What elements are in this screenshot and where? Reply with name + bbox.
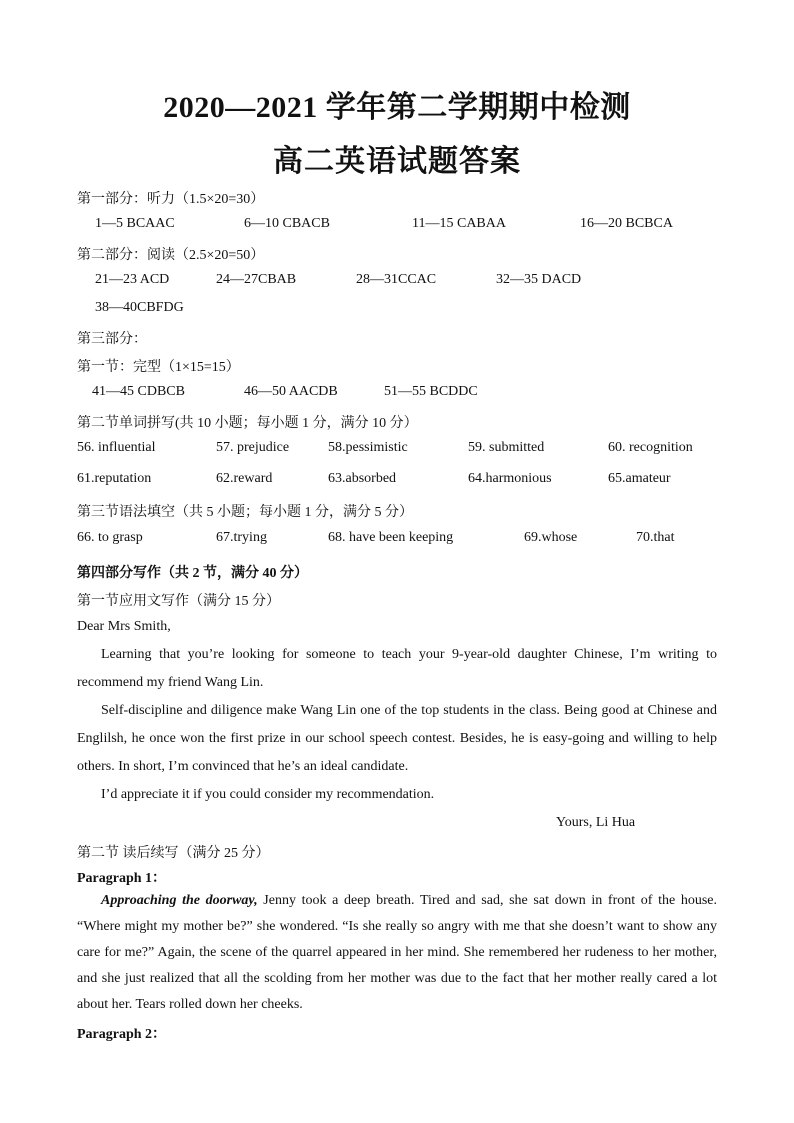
part3-section3-heading: 第三节语法填空（共 5 小题；每小题 1 分，满分 5 分） — [77, 505, 413, 520]
letter-paragraph: I’d appreciate it if you could consider my recommendation. — [101, 787, 435, 802]
answer-group: 41—45 CDBCB — [92, 384, 185, 399]
word-answer: 63.absorbed — [328, 471, 397, 486]
answer-group: 11—15 CABAA — [412, 216, 506, 231]
word-answer: 58.pessimistic — [328, 440, 408, 455]
page-subtitle: 高二英语试题答案 — [273, 145, 521, 178]
part1-heading: 第一部分：听力（1.5×20=30） — [77, 192, 265, 207]
word-answer: 57. prejudice — [216, 440, 290, 455]
word-answer: 65.amateur — [608, 471, 671, 486]
part3-section2-heading: 第二节单词拼写(共 10 小题；每小题 1 分，满分 10 分） — [77, 416, 418, 431]
answer-group: 28—31CCAC — [356, 272, 437, 287]
part4-section2-heading: 第二节 读后续写（满分 25 分） — [77, 846, 270, 861]
answer-group: 6—10 CBACB — [244, 216, 330, 231]
word-answer: 64.harmonious — [468, 471, 552, 486]
grammar-answer: 66. to grasp — [77, 530, 143, 545]
answer-group: 51—55 BCDDC — [384, 384, 478, 399]
grammar-answer: 69.whose — [524, 530, 578, 545]
word-answer: 60. recognition — [608, 440, 693, 455]
part3-heading: 第三部分： — [77, 332, 147, 347]
answer-group: 16—20 BCBCA — [580, 216, 673, 231]
grammar-answer: 68. have been keeping — [328, 530, 454, 545]
part2-heading: 第二部分：阅读（2.5×20=50） — [77, 248, 265, 263]
answer-group: 46—50 AACDB — [244, 384, 338, 399]
paragraph-lead-phrase: Approaching the doorway, — [101, 893, 258, 908]
answer-group: 24—27CBAB — [216, 272, 297, 287]
letter-paragraph: Learning that you’re looking for someone to teach your 9-year-old daughter Chinese, I’m writing to recommend my friend Wang Lin. — [77, 647, 717, 690]
page-title: 2020—2021 学年第二学期期中检测 — [163, 91, 631, 124]
part4-heading: 第四部分写作（共 2 节，满分 40 分） — [77, 566, 308, 581]
paragraph1-label: Paragraph 1： — [77, 871, 167, 886]
grammar-answer: 67.trying — [216, 530, 267, 545]
grammar-answer: 70.that — [636, 530, 675, 545]
part4-section1-heading: 第一节应用文写作（满分 15 分） — [77, 594, 280, 609]
letter-salutation: Dear Mrs Smith, — [77, 619, 171, 634]
answer-group: 32—35 DACD — [496, 272, 582, 287]
word-answer: 61.reputation — [77, 471, 152, 486]
letter-signoff: Yours, Li Hua — [556, 815, 636, 830]
word-answer: 62.reward — [216, 471, 273, 486]
paragraph-body: Jenny took a deep breath. Tired and sad, she sat down in front of the house. “Where might my mother be?” she wondered. “Is she really so angry with me that she doesn’t want to show any care for me?” Again, the scene of the quarrel appeared in her mind. She remembered her rudeness to her mother, and she just realized that all the scolding from her mother was due to the fact that her mother really cared a lot about her. Tears rolled down her cheeks. — [77, 893, 717, 1012]
paragraph2-label: Paragraph 2： — [77, 1027, 167, 1042]
answer-group: 38—40CBFDG — [95, 300, 184, 315]
answer-group: 1—5 BCAAC — [95, 216, 175, 231]
answer-group: 21—23 ACD — [95, 272, 170, 287]
continuation-paragraph-1 — [77, 888, 717, 1018]
word-answer: 56. influential — [77, 440, 156, 455]
word-answer: 59. submitted — [468, 440, 545, 455]
letter-paragraph: Self-discipline and diligence make Wang Lin one of the top students in the class. Being good at Chinese and Englilsh, he once won the first prize in our school speech contest. Besides, he is easy-going and willing to help others. In short, I’m convinced that he’s an ideal candidate. — [77, 703, 717, 774]
part3-section1-heading: 第一节：完型（1×15=15） — [77, 360, 240, 375]
